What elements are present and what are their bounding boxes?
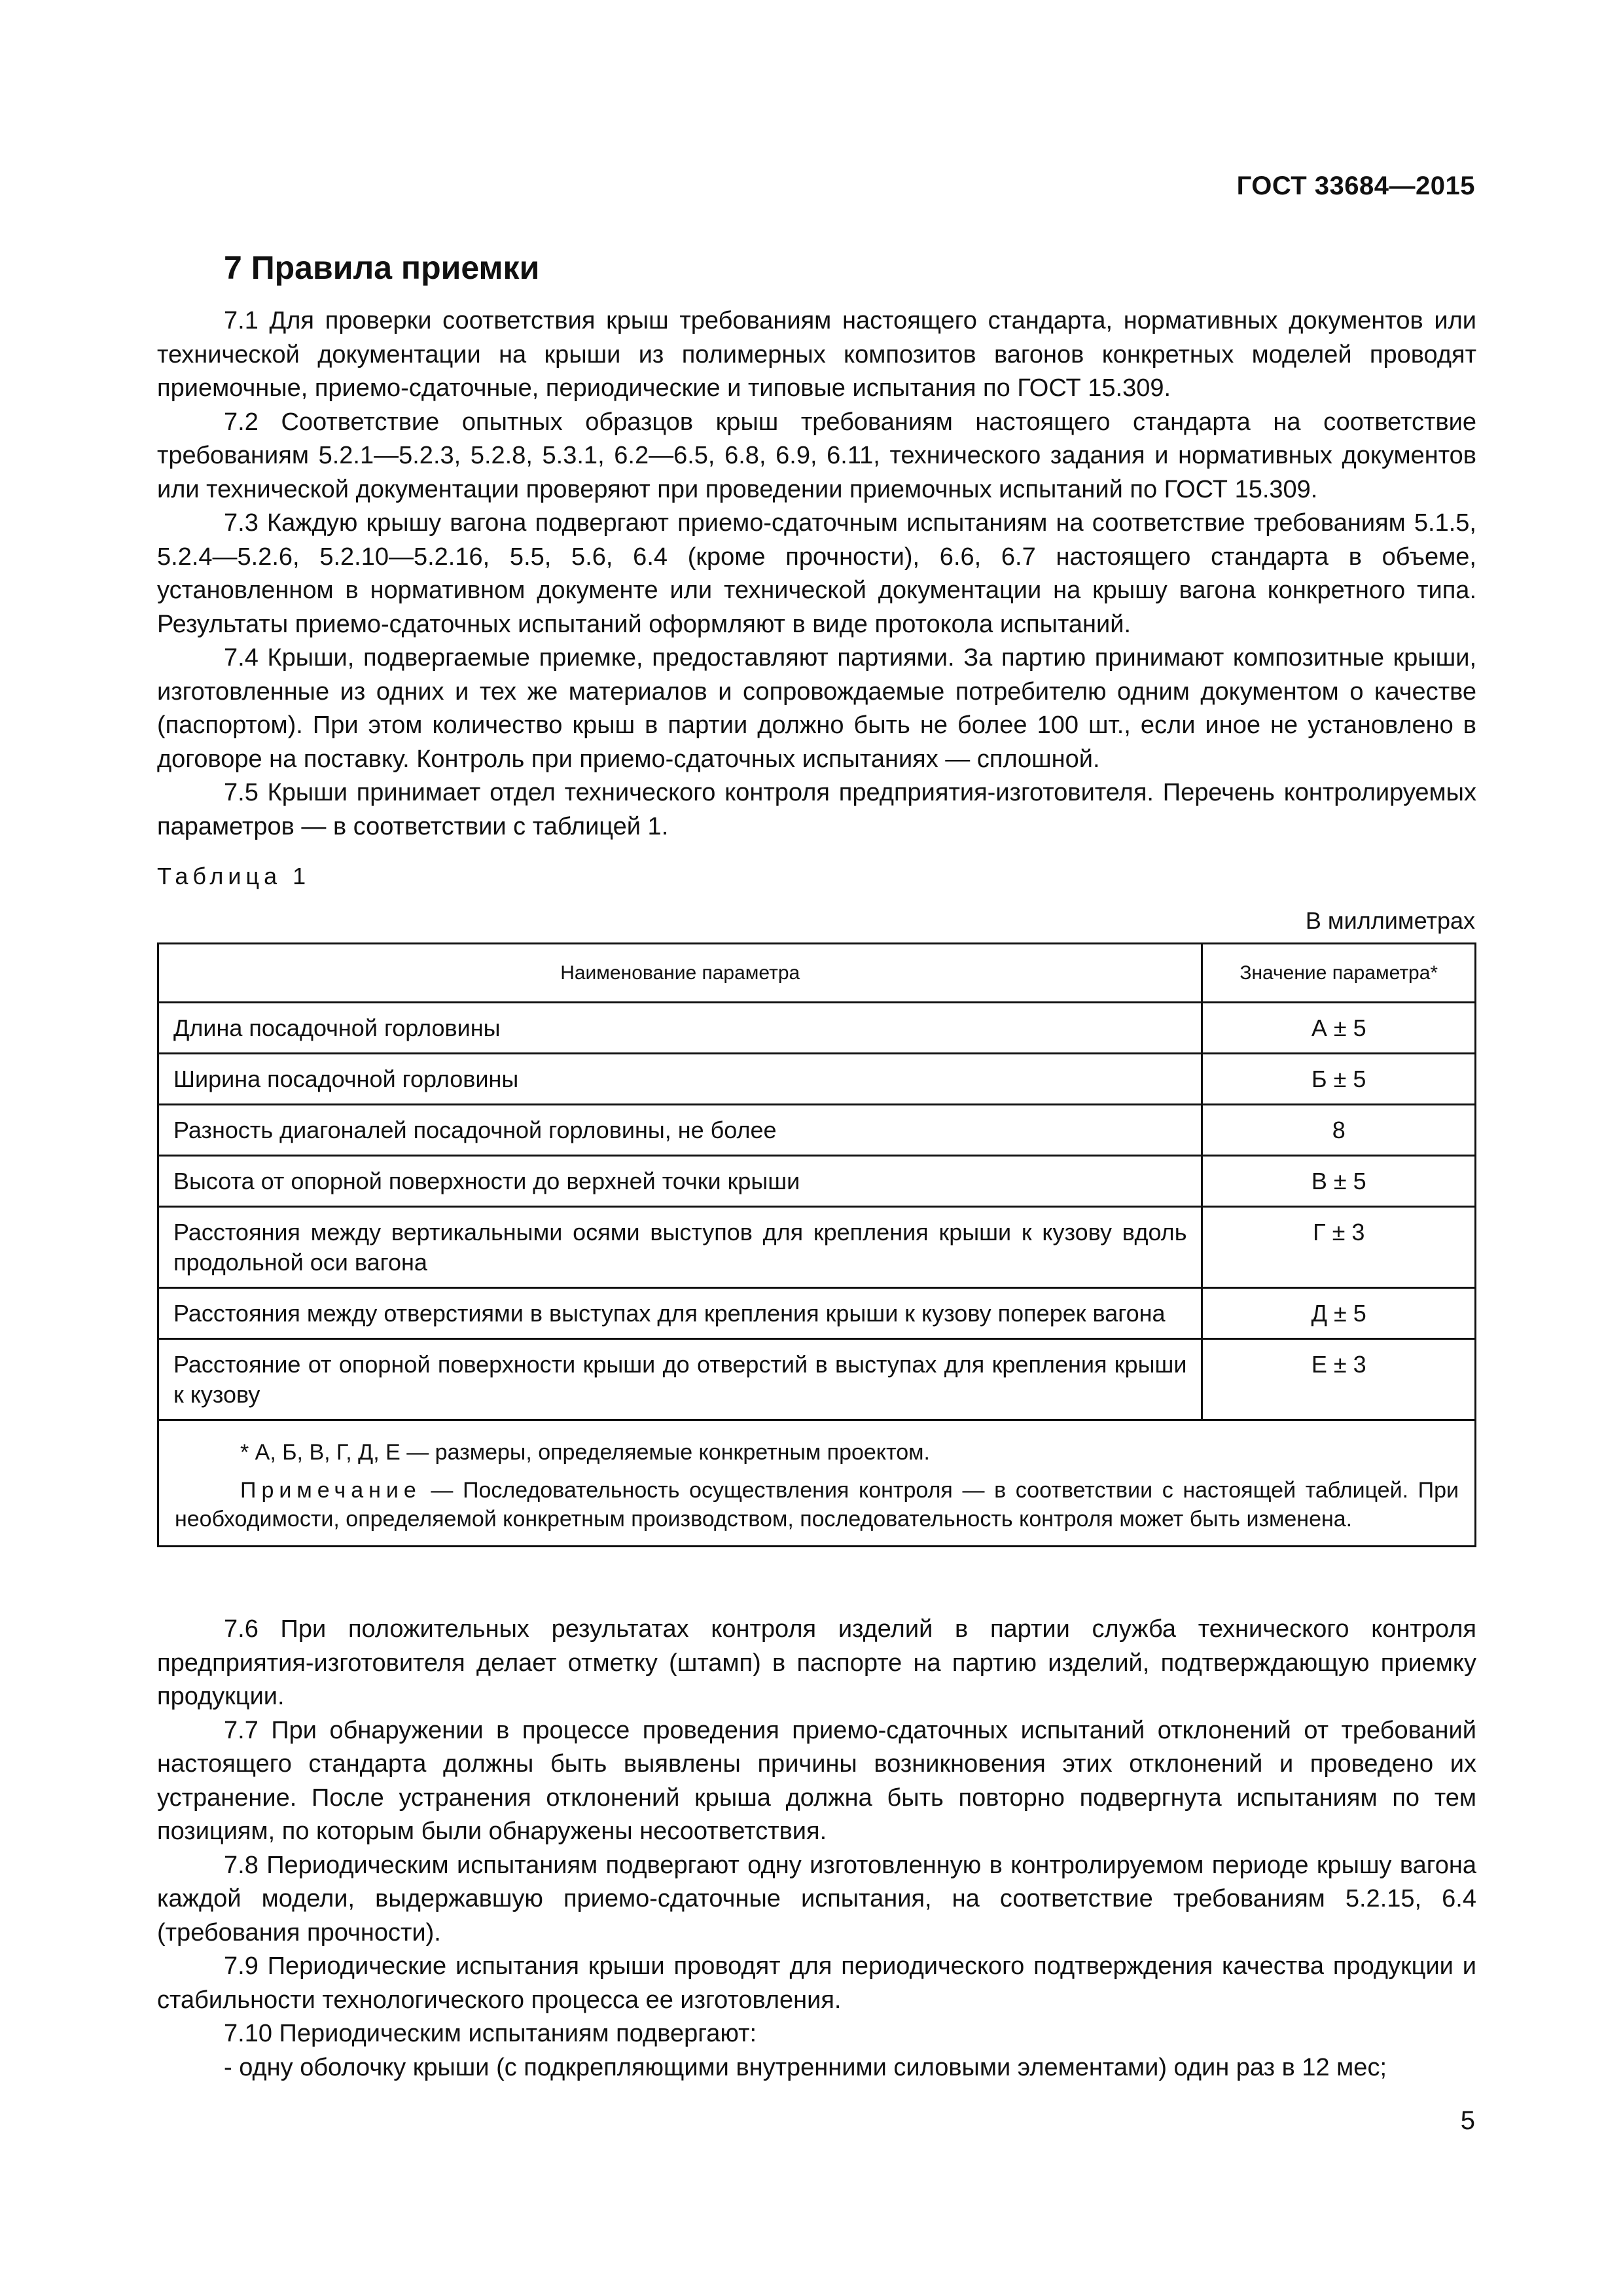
paragraph-7-6: 7.6 При положительных результатах контроля изделий в партии служба технического контроля предприятия-изготовителя делает отметку (штамп) в паспорте на партию изделий, подтверждающую приемку продукции.: [157, 1615, 1476, 1710]
paragraph-7-1: 7.1 Для проверки соответствия крыш требованиям настоящего стандарта, нормативных документов или технической документации на крыши из полимерных композитов вагонов конкретных моделей проводят приемочные, приемо-сдаточные, периодические и типовые испытания по ГОСТ 15.309.: [157, 307, 1476, 402]
parameters-table: [157, 942, 1476, 1547]
table-notes: [158, 1420, 1476, 1547]
table-caption: Таблица 1: [157, 863, 311, 889]
table-footnote: * А, Б, В, Г, Д, Е — размеры, определяемые конкретным проектом.: [240, 1440, 930, 1465]
table-row: [158, 1003, 1476, 1054]
header-param-name: Наименование параметра: [158, 944, 1202, 1003]
table-row: [158, 1054, 1476, 1105]
note-label: Примечание: [240, 1478, 421, 1503]
table-row: [158, 1156, 1476, 1207]
table-row: [158, 1288, 1476, 1339]
table-units: В миллиметрах: [1305, 907, 1475, 934]
paragraph-7-3: 7.3 Каждую крышу вагона подвергают приемо-сдаточным испытаниям на соответствие требованиям 5.1.5, 5.2.4—5.2.6, 5.2.10—5.2.16, 5.5, 5.6, 6.4 (кроме прочности), 6.6, 6.7 настоящего стандарта в объеме, установленном в нормативном документе или технической документации на крышу вагона конкретного типа. Результаты приемо-сдаточных испытаний оформляют в виде протокола испытаний.: [157, 509, 1476, 638]
paragraph-7-2: 7.2 Соответствие опытных образцов крыш требованиям настоящего стандарта на соответствие требованиям 5.2.1—5.2.3, 5.2.8, 5.3.1, 6.2—6.5, 6.8, 6.9, 6.11, технического задания и нормативных документов или технической документации проверяют при проведении приемочных испытаний по ГОСТ 15.309.: [157, 408, 1476, 503]
param-value: Б ± 5: [1202, 1054, 1476, 1105]
header-param-value: Значение параметра*: [1202, 944, 1476, 1003]
list-item: - одну оболочку крыши (с подкрепляющими внутренними силовыми элементами) один раз в 12 мес;: [224, 2053, 1387, 2081]
document-code: ГОСТ 33684—2015: [1236, 171, 1475, 200]
param-name: Расстояния между вертикальными осями выступов для крепления крыши к кузову вдоль продольной оси вагона: [158, 1207, 1202, 1288]
table-notes-row: [158, 1420, 1476, 1547]
paragraph-7-5: 7.5 Крыши принимает отдел технического контроля предприятия-изготовителя. Перечень контролируемых параметров — в соответствии с таблицей 1.: [157, 779, 1476, 840]
paragraph-7-10: 7.10 Периодическим испытаниям подвергают:: [224, 2020, 757, 2047]
param-name: Расстояние от опорной поверхности крыши до отверстий в выступах для крепления крыши к кузову: [158, 1339, 1202, 1420]
paragraphs-top: [157, 304, 1476, 844]
table-row: [158, 1339, 1476, 1420]
table-note: [175, 1476, 1459, 1534]
note-text: — Последовательность осуществления контроля — в соответствии с настоящей таблицей. При необходимости, определяемой конкретным производством, последовательность контроля может быть изменена.: [175, 1478, 1459, 1532]
paragraphs-bottom: [157, 1613, 1476, 2085]
table-row: [158, 1207, 1476, 1288]
param-name: Ширина посадочной горловины: [158, 1054, 1202, 1105]
paragraph-7-8: 7.8 Периодическим испытаниям подвергают одну изготовленную в контролируемом периоде крышу вагона каждой модели, выдержавшую приемо-сдаточные испытания, на соответствие требованиям 5.2.15, 6.4 (требования прочности).: [157, 1851, 1476, 1946]
param-value: 8: [1202, 1105, 1476, 1156]
param-value: А ± 5: [1202, 1003, 1476, 1054]
param-name: Высота от опорной поверхности до верхней точки крыши: [158, 1156, 1202, 1207]
param-name: Длина посадочной горловины: [158, 1003, 1202, 1054]
section-title: 7 Правила приемки: [224, 249, 540, 286]
param-name: Расстояния между отверстиями в выступах для крепления крыши к кузову поперек вагона: [158, 1288, 1202, 1339]
page-number: 5: [1460, 2106, 1475, 2135]
table-header-row: [158, 944, 1476, 1003]
param-value: В ± 5: [1202, 1156, 1476, 1207]
param-name: Разность диагоналей посадочной горловины, не более: [158, 1105, 1202, 1156]
param-value: Г ± 3: [1202, 1207, 1476, 1288]
param-value: Д ± 5: [1202, 1288, 1476, 1339]
paragraph-7-7: 7.7 При обнаружении в процессе проведения приемо-сдаточных испытаний отклонений от требований настоящего стандарта должны быть выявлены причины возникновения этих отклонений и проведено их устранение. После устранения отклонений крыша должна быть повторно подвергнута испытаниям по тем позициям, по которым были обнаружены несоответствия.: [157, 1716, 1476, 1845]
param-value: Е ± 3: [1202, 1339, 1476, 1420]
table-row: [158, 1105, 1476, 1156]
paragraph-7-9: 7.9 Периодические испытания крыши проводят для периодического подтверждения качества продукции и стабильности технологического процесса ее изготовления.: [157, 1952, 1476, 2014]
paragraph-7-4: 7.4 Крыши, подвергаемые приемке, предоставляют партиями. За партию принимают композитные крыши, изготовленные из одних и тех же материалов и сопровождаемые потребителю одним документом о качестве (паспортом). При этом количество крыш в партии должно быть не более 100 шт., если иное не установлено в договоре на поставку. Контроль при приемо-сдаточных испытаниях — сплошной.: [157, 644, 1476, 773]
